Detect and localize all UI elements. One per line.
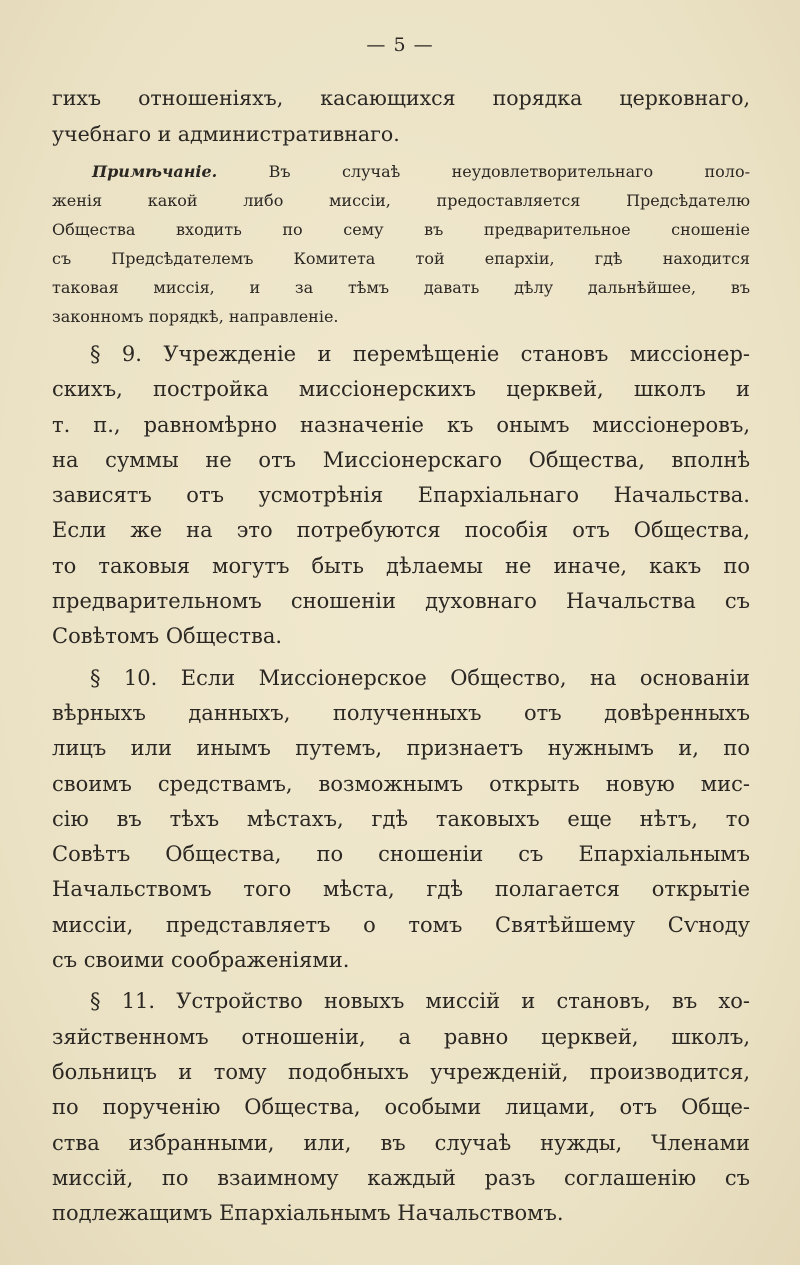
- section-heading-line: § 11. Устройство новыхъ миссій и становъ, въ хо-: [90, 989, 750, 1014]
- section-heading-line: § 9. Учрежденіе и перемѣщеніе становъ миссіонер-: [90, 342, 750, 366]
- text-line: подлежащимъ Епархіальнымъ Начальствомъ.: [52, 1201, 564, 1226]
- text-line: зависятъ отъ усмотрѣнія Епархіальнаго Начальства.: [52, 483, 750, 508]
- text-line: зяйственномъ отношеніи, а равно церквей, школъ,: [52, 1024, 750, 1049]
- text-line: сію въ тѣхъ мѣстахъ, гдѣ таковыхъ еще нѣтъ, то: [52, 806, 750, 831]
- continuation-paragraph: [52, 80, 750, 152]
- text-line: скихъ, постройка миссіонерскихъ церквей, школъ и: [52, 377, 750, 402]
- text-line: гихъ отношеніяхъ, касающихся порядка церковнаго,: [52, 86, 750, 110]
- text-line: на суммы не отъ Миссіонерскаго Общества, вполнѣ: [52, 447, 750, 472]
- section-9: [52, 337, 750, 655]
- note-first-line: [52, 157, 750, 186]
- text-line: своимъ средствамъ, возможнымъ открыть новую мис-: [52, 771, 750, 796]
- note-paragraph: [52, 157, 750, 331]
- text-line: таковая миссія, и за тѣмъ давать дѣлу дальнѣйшее, въ: [52, 278, 750, 297]
- text-line: съ своими соображеніями.: [52, 948, 350, 973]
- text-line: предварительномъ сношеніи духовнаго Начальства съ: [52, 589, 750, 614]
- text-line: Совѣтъ Общества, по сношеніи съ Епархіальнымъ: [52, 842, 750, 867]
- page-body: [52, 80, 750, 1231]
- text-line: съ Предсѣдателемъ Комитета той епархіи, гдѣ находится: [52, 249, 750, 268]
- text-line: т. п., равномѣрно назначеніе къ онымъ миссіонеровъ,: [52, 412, 750, 437]
- text-line: женія какой либо миссіи, предоставляется Предсѣдателю: [52, 191, 750, 210]
- page-number: — 5 —: [366, 34, 434, 56]
- text-line: Начальствомъ того мѣста, гдѣ полагается открытіе: [52, 877, 750, 902]
- section-10: [52, 661, 750, 979]
- text-line: то таковыя могутъ быть дѣлаемы не иначе, какъ по: [52, 553, 750, 578]
- text-line: законномъ порядкѣ, направленіе.: [52, 307, 339, 326]
- text-line: учебнаго и административнаго.: [52, 122, 400, 146]
- note-label: Примѣчаніе.: [92, 162, 218, 181]
- text-line: больницъ и тому подобныхъ учрежденій, производится,: [52, 1059, 750, 1084]
- text-line: Совѣтомъ Общества.: [52, 624, 283, 649]
- text-line: Если же на это потребуются пособія отъ Общества,: [52, 518, 750, 543]
- text-line: ства избранными, или, въ случаѣ нужды, Членами: [52, 1130, 750, 1155]
- text-line: по порученію Общества, особыми лицами, отъ Обще-: [52, 1095, 750, 1120]
- text-line: лицъ или инымъ путемъ, признаетъ нужнымъ и, по: [52, 736, 750, 761]
- text-line: миссій, по взаимному каждый разъ соглашенію съ: [52, 1165, 750, 1190]
- text-line: миссіи, представляетъ о томъ Святѣйшему Сѵноду: [52, 912, 750, 937]
- text-line: вѣрныхъ данныхъ, полученныхъ отъ довѣренныхъ: [52, 700, 750, 725]
- text-line: Общества входить по сему въ предварительное сношеніе: [52, 220, 750, 239]
- section-heading-line: § 10. Если Миссіонерское Общество, на основаніи: [90, 665, 750, 690]
- section-11: [52, 984, 750, 1231]
- note-first-line-text: Въ случаѣ неудовлетворительнаго поло-: [268, 162, 750, 181]
